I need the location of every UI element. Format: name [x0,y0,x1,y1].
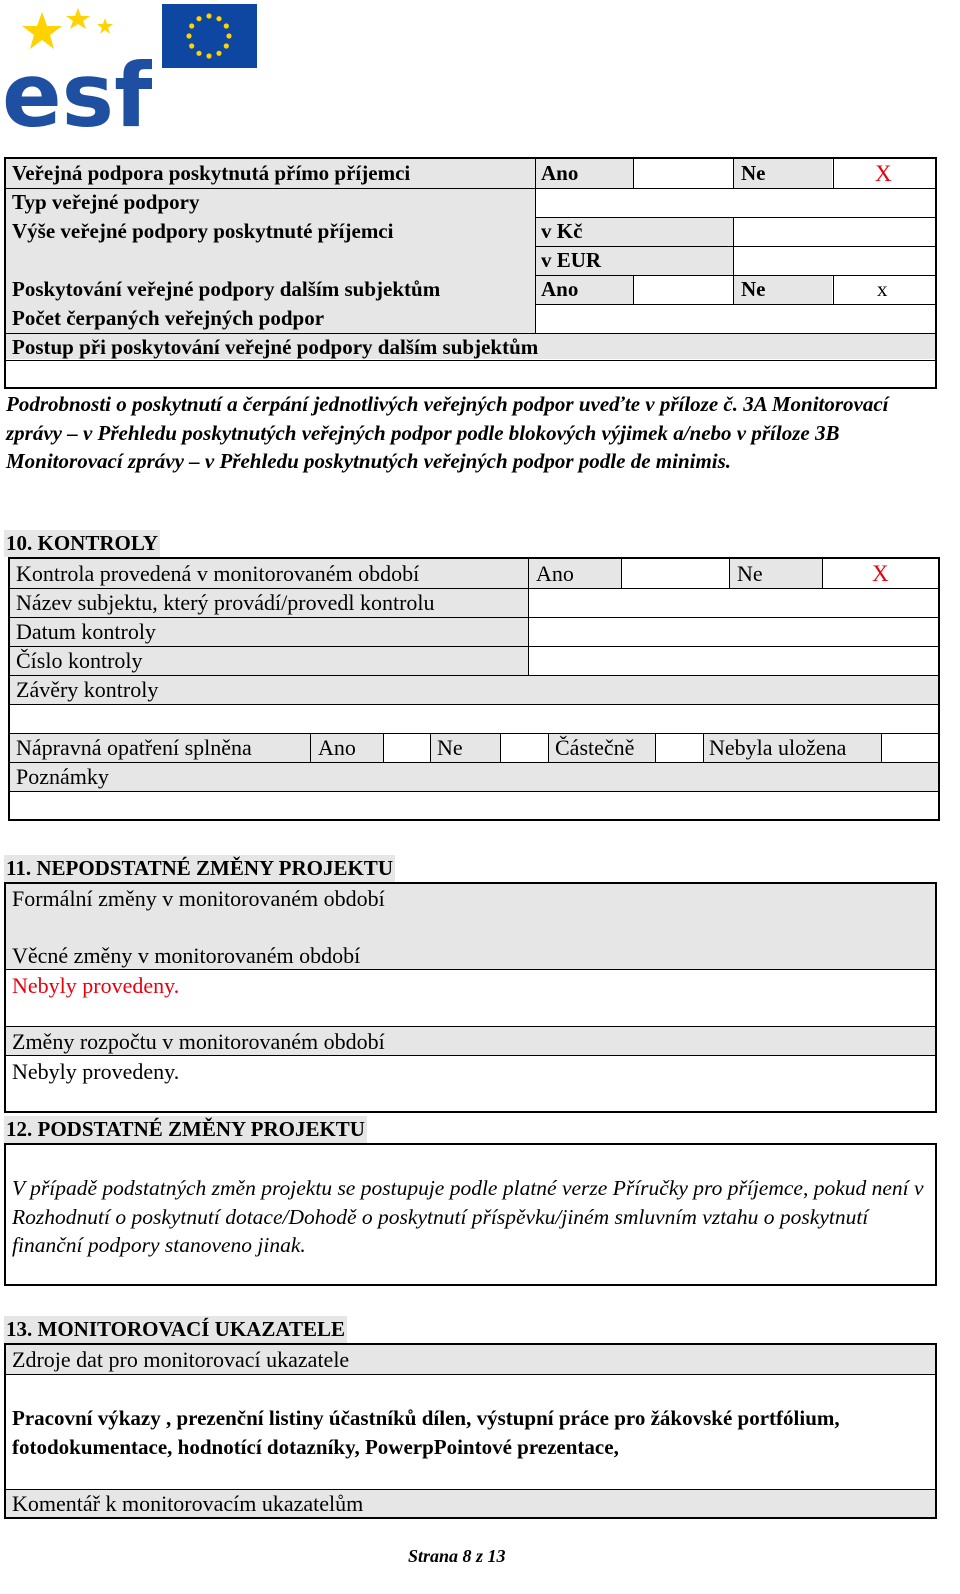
material-changes-value: Nebyly provedeny. [12,973,180,998]
control-performed-label: Kontrola provedená v monitorovaném období [16,561,420,586]
esf-logo [2,2,152,130]
section-11-title: 11. NEPODSTATNÉ ZMĚNY PROJEKTU [6,856,393,880]
control-performed-no[interactable]: Ne [737,561,763,586]
eu-star-icon [189,43,194,48]
control-performed-yes[interactable]: Ano [536,561,574,586]
eu-star-icon [186,33,191,38]
eu-star-icon [216,16,221,21]
support-other-subjects-label: Poskytování veřejné podpory dalším subjektům [12,277,441,301]
control-conclusions-label: Závěry kontroly [16,677,159,702]
control-number-label: Číslo kontroly [16,648,143,673]
section-10-title: 10. KONTROLY [6,531,159,555]
support-other-subjects-mark[interactable]: x [877,277,888,301]
eu-star-icon [224,43,229,48]
amount-eur-label: v EUR [541,248,602,272]
data-sources-label: Zdroje dat pro monitorovací ukazatele [12,1347,350,1372]
remedial-not-imposed[interactable]: Nebyla uložena [709,735,847,760]
eu-star-icon [216,51,221,56]
major-changes-text: V případě podstatných změn projektu se postupuje podle platné verze Příručky pro příjemce, pokud není v Rozhodnutí o poskytnutí dotace/Dohodě o poskytnutí příspěvku/jiném smluvním vztahu o poskytnutí finanční podpory stanoveno jinak. [12,1176,924,1257]
remedial-no[interactable]: Ne [437,735,463,760]
control-date-label: Datum kontroly [16,619,156,644]
public-support-direct-mark[interactable]: X [875,161,892,186]
eu-star-icon [196,16,201,21]
budget-changes-label: Změny rozpočtu v monitorovaném období [12,1029,385,1054]
remedial-yes[interactable]: Ano [318,735,356,760]
svg-text:esf: esf [2,44,152,130]
eu-star-icon [189,23,194,28]
amount-czk-label: v Kč [541,219,583,243]
eu-star-icon [226,33,231,38]
eu-star-icon [206,13,211,18]
formal-changes-label: Formální změny v monitorovaném období [12,886,385,911]
public-support-type-label: Typ veřejné podpory [12,190,200,214]
control-performed-mark[interactable]: X [872,561,889,586]
eu-star-icon [206,53,211,58]
remedial-measures-label: Nápravná opatření splněna [16,735,252,760]
notes-label: Poznámky [16,764,109,789]
support-other-subjects-no[interactable]: Ne [741,277,766,301]
section-13-title: 13. MONITOROVACÍ UKAZATELE [6,1317,345,1341]
remedial-partial[interactable]: Částečně [555,735,635,760]
material-changes-label: Věcné změny v monitorovaném období [12,943,361,968]
eu-star-icon [196,51,201,56]
indicators-comment-label: Komentář k monitorovacím ukazatelům [12,1491,364,1516]
eu-stars-icon [162,4,257,68]
public-support-direct-no[interactable]: Ne [741,161,766,185]
support-procedure-label: Postup při poskytování veřejné podpory dalším subjektům [12,335,539,359]
public-support-note: Podrobnosti o poskytnutí a čerpání jednotlivých veřejných podpor uveďte v příloze č. 3A Monitorovací zprávy – v Přehledu poskytnutých veřejných podpor podle blokových výjimek a/nebo v příloze 3B Monitorovací zprávy – v Přehledu poskytnutých veřejných podpor podle de minimis. [6,392,889,473]
eu-star-icon [224,23,229,28]
data-sources-value: Pracovní výkazy , prezenční listiny účastníků dílen, výstupní práce pro žákovské portfólium, fotodokumentace, hodnotící dotazníky, PowerpPointové prezentace, [12,1406,840,1459]
esf-logo-icon [2,2,152,130]
support-other-subjects-yes[interactable]: Ano [541,277,579,301]
public-support-direct-yes[interactable]: Ano [541,161,579,185]
control-subject-label: Název subjektu, který provádí/provedl kontrolu [16,590,435,615]
eu-flag [162,4,257,68]
support-count-label: Počet čerpaných veřejných podpor [12,306,325,330]
page-number: Strana 8 z 13 [408,1546,506,1566]
budget-changes-value: Nebyly provedeny. [12,1059,180,1084]
public-support-amount-label: Výše veřejné podpory poskytnuté příjemci [12,219,394,243]
section-12-title: 12. PODSTATNÉ ZMĚNY PROJEKTU [6,1117,365,1141]
public-support-direct-label: Veřejná podpora poskytnutá přímo příjemci [12,161,411,185]
